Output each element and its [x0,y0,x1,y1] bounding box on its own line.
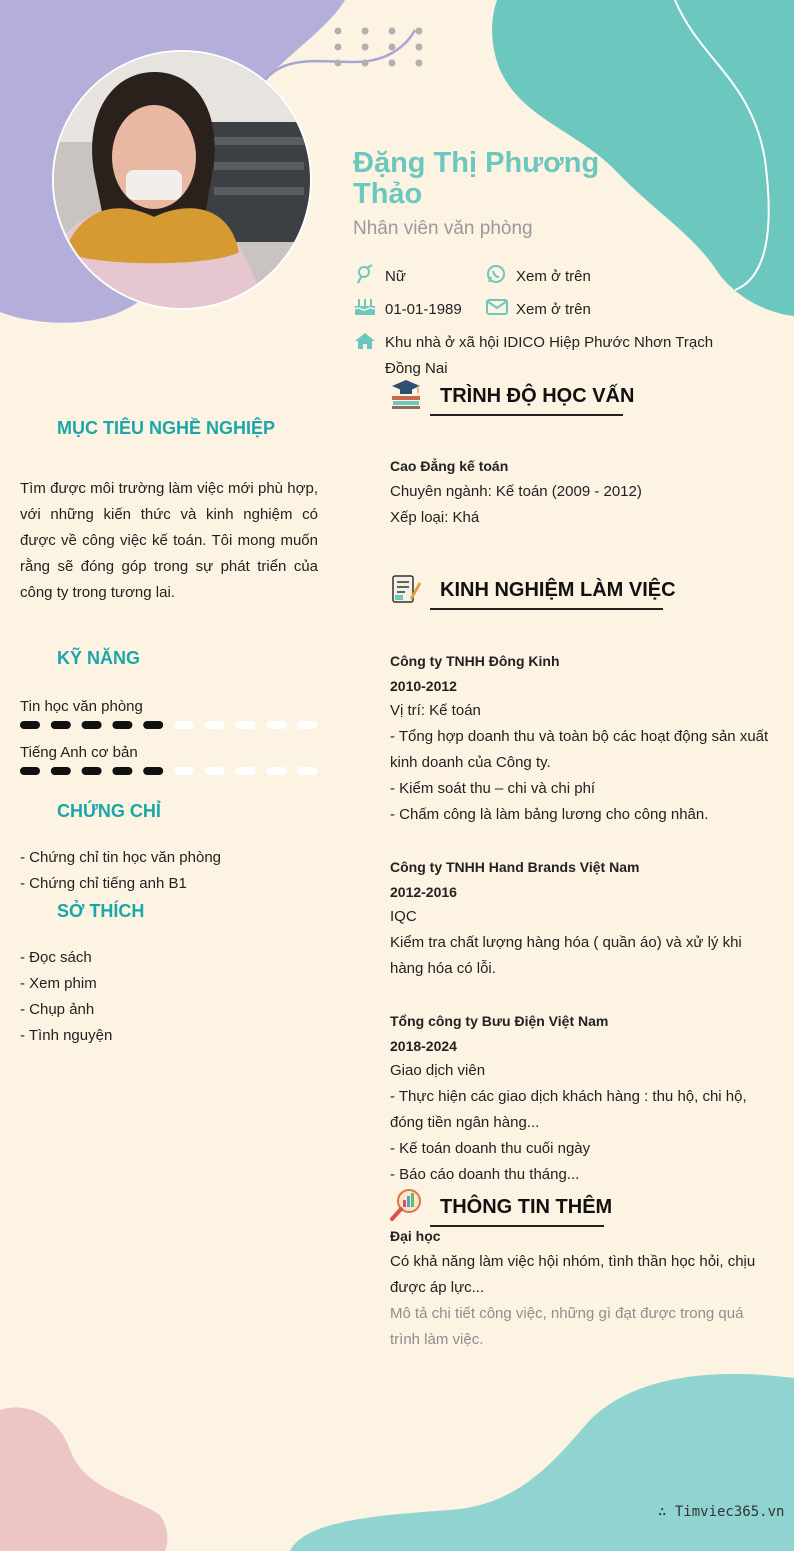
skill-dash-empty [205,767,225,775]
certificates-heading: CHỨNG CHỈ [57,801,161,821]
skill-dash-filled [20,767,40,775]
email-value: Xem ở trên [516,301,591,318]
job-2-line: IQC [390,908,417,925]
skill-dash-empty [266,767,286,775]
job-1-line: Vị trí: Kế toán [390,702,481,719]
birthday-cake-icon [354,296,376,316]
certificate-item: - Chứng chỉ tiếng anh B1 [20,875,187,892]
gender-value: Nữ [385,268,406,285]
education-rank: Xếp loại: Khá [390,509,480,526]
skill-dash-filled [20,721,40,729]
skill-dash-filled [143,721,163,729]
graduation-books-icon [390,378,422,410]
certificates-list [20,845,318,897]
job-3-line: - Báo cáo doanh thu tháng... [390,1166,580,1183]
candidate-name: Đặng Thị Phương Thảo [353,147,600,210]
job-1-line: - Kiểm soát thu – chi và chi phí [390,780,596,797]
skills-heading: KỸ NĂNG [57,648,141,668]
skill-dash-empty [297,721,317,729]
skill-dash-filled [112,767,132,775]
skill-1-label: Tin học văn phòng [20,698,143,715]
additional-placeholder: Mô tả chi tiết công việc, những gì đạt được trong quá trình làm việc. [390,1305,744,1348]
brand-watermark: ∴ Timviec365.vn [658,1504,785,1520]
skill-2-label: Tiếng Anh cơ bản [20,744,138,761]
skill-dash-empty [236,767,256,775]
job-1-period: 2010-2012 [390,678,457,694]
job-3-company: Tổng công ty Bưu Điện Việt Nam [390,1013,609,1029]
skill-dash-filled [112,721,132,729]
experience-underline [430,608,663,610]
education-underline [430,414,623,416]
profile-photo [52,50,312,310]
phone-icon [486,264,506,284]
pink-blob [0,1407,167,1551]
job-title: Nhân viên văn phòng [353,218,533,239]
skill-dash-empty [266,721,286,729]
skill-1-rating [20,721,320,731]
education-school: Cao Đẳng kế toán [390,458,509,474]
additional-text: Có khả năng làm việc hội nhóm, tình thần học hỏi, chịu được áp lực... [390,1253,756,1296]
job-1-line: - Chấm công là làm bảng lương cho công nhân. [390,806,709,823]
skill-dash-filled [51,721,71,729]
page-edge [794,0,800,1551]
job-1-company: Công ty TNHH Đông Kinh [390,653,560,669]
resume-document-icon [390,572,422,604]
gender-icon [355,264,375,284]
phone-value: Xem ở trên [516,268,591,285]
hobbies-list [20,945,318,1049]
job-1-line: - Tổng hợp doanh thu và toàn bộ các hoạt động sản xuất kinh doanh của Công ty. [390,728,769,771]
job-2-period: 2012-2016 [390,884,457,900]
bottom-teal-blob [290,1374,794,1551]
skill-dash-empty [297,767,317,775]
hobbies-heading: SỞ THÍCH [57,901,145,921]
additional-subtitle: Đại học [390,1228,441,1244]
skill-dash-filled [82,721,102,729]
job-3-period: 2018-2024 [390,1038,457,1054]
address-line-2: Đồng Nai [385,360,448,377]
education-major: Chuyên ngành: Kế toán (2009 - 2012) [390,483,642,500]
skill-dash-filled [51,767,71,775]
additional-details [390,1223,770,1353]
education-details [390,453,770,531]
education-heading: TRÌNH ĐỘ HỌC VẤN [440,385,635,407]
address-line-1: Khu nhà ở xã hội IDICO Hiệp Phước Nhơn Trạch [385,334,714,351]
hobby-item: - Đọc sách [20,949,92,966]
skill-dash-filled [82,767,102,775]
skill-dash-empty [236,721,256,729]
skill-dash-filled [143,767,163,775]
birthday-value: 01-01-1989 [385,301,462,318]
objective-heading: MỤC TIÊU NGHỀ NGHIỆP [57,418,276,438]
job-3-line: Giao dịch viên [390,1062,486,1079]
job-3 [390,1008,770,1188]
certificate-item: - Chứng chỉ tin học văn phòng [20,849,221,866]
experience-heading: KINH NGHIỆM LÀM VIỆC [440,579,676,601]
objective-text: Tìm được môi trường làm việc mới phù hợp, với những kiến thức và kinh nghiệm có được về công việc kế toán. Tôi mong muốn rằng sẽ đóng góp trong sự phát triển của công ty trong tương lai. [20,480,318,601]
job-2 [390,854,770,982]
email-icon [486,299,508,315]
magnifier-chart-icon [390,1188,422,1222]
skill-dash-empty [174,721,194,729]
skill-2-rating [20,767,320,777]
skill-dash-empty [205,721,225,729]
job-1 [390,648,770,828]
job-2-line: Kiểm tra chất lượng hàng hóa ( quần áo) và xử lý khi hàng hóa có lỗi. [390,934,742,977]
hobby-item: - Xem phim [20,975,97,992]
address [385,330,725,382]
hobby-item: - Chụp ảnh [20,1001,95,1018]
additional-heading: THÔNG TIN THÊM [440,1196,613,1218]
hobby-item: - Tình nguyện [20,1027,113,1044]
home-icon [354,332,376,350]
job-3-line: - Kế toán doanh thu cuối ngày [390,1140,591,1157]
job-2-company: Công ty TNHH Hand Brands Việt Nam [390,859,640,875]
job-3-line: - Thực hiện các giao dịch khách hàng : thu hộ, chi hộ, đóng tiền ngân hàng... [390,1088,747,1131]
skill-dash-empty [174,767,194,775]
